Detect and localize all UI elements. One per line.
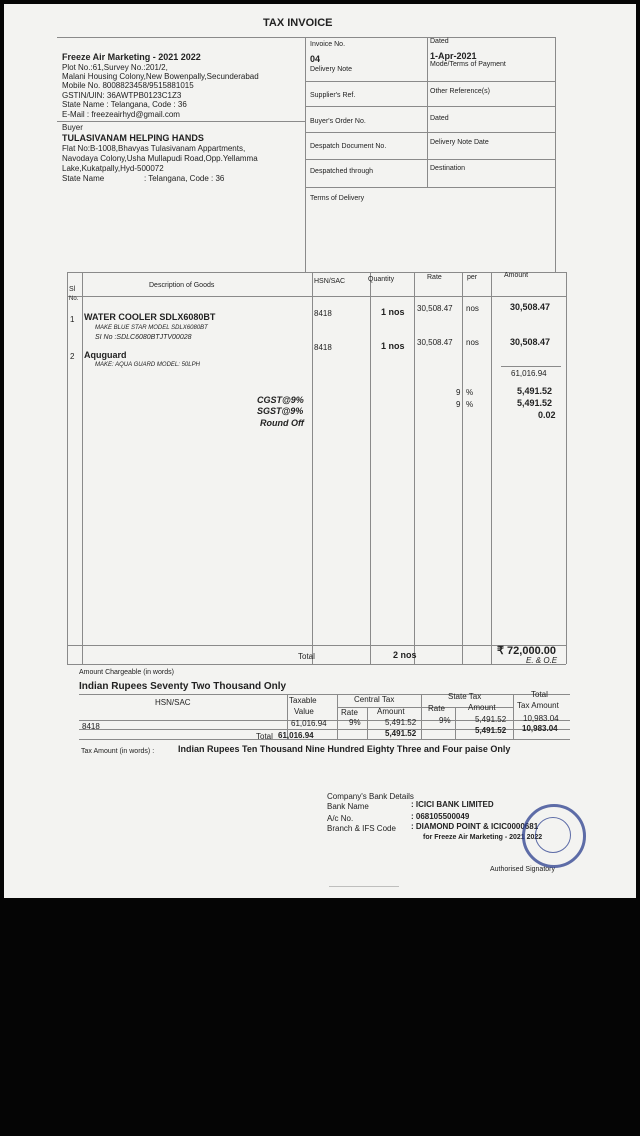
- tax-th-samount: Amount: [468, 703, 496, 712]
- item-hsn: 8418: [314, 343, 332, 352]
- seller-state: State Name : Telangana, Code : 36: [62, 100, 187, 109]
- tax-words-value: Indian Rupees Ten Thousand Nine Hundred Eighty Three and Four paise Only: [178, 744, 511, 754]
- delivery-note-label: Delivery Note: [310, 66, 353, 73]
- despatch-doc-label: Despatch Document No.: [310, 143, 387, 150]
- dated2-label: Dated: [430, 115, 449, 122]
- goods-col-5: [462, 272, 463, 664]
- bank-ac: : 068105500049: [411, 812, 470, 821]
- frame-mid-vertical: [305, 37, 306, 272]
- tax-words-label: Tax Amount (in words) :: [81, 748, 155, 755]
- buyer-address-2: Navodaya Colony,Usha Mullapudi Road,Opp.Yellamma: [62, 154, 258, 163]
- th-amount: Amount: [504, 272, 529, 279]
- sgst-amount: 5,491.52: [517, 398, 553, 408]
- bank-ac-label: A/c No.: [327, 814, 354, 823]
- tax-row-samt: 5,491.52: [475, 715, 507, 724]
- buyer-name: TULASIVANAM HELPING HANDS: [62, 133, 204, 143]
- tax-col-2: [337, 694, 338, 739]
- despatched-through-label: Despatched through: [310, 168, 374, 175]
- round-off-label: Round Off: [260, 418, 304, 428]
- meta-row-4: [305, 159, 555, 160]
- item-si: 2: [70, 352, 75, 361]
- item-per: nos: [466, 304, 479, 313]
- item-sub-1: MAKE BLUE STAR MODEL SDLX6080BT: [95, 325, 208, 331]
- dated-label: Dated: [430, 38, 449, 45]
- tax-row-camt: 5,491.52: [385, 718, 417, 727]
- goods-col-3: [370, 272, 371, 664]
- th-hsn: HSN/SAC: [314, 278, 346, 285]
- tax-col-crate: [367, 707, 368, 739]
- amount-words-value: Indian Rupees Seventy Two Thousand Only: [79, 681, 287, 692]
- seller-address-1: Plot No.:61,Survey No.:201/2,: [62, 63, 168, 72]
- buyer-address-3: Lake,Kukatpally,Hyd-500072: [62, 164, 164, 173]
- th-no: No.: [69, 296, 79, 302]
- goods-col-1: [82, 272, 83, 664]
- meta-col-divider: [427, 37, 428, 187]
- item-si: 1: [70, 315, 75, 324]
- item-name: Aquguard: [84, 350, 127, 360]
- tax-row-taxable: 61,016.94: [291, 719, 327, 728]
- cgst-label: CGST@9%: [257, 395, 304, 405]
- seller-address-2: Malani Housing Colony,New Bowenpally,Secunderabad: [62, 72, 259, 81]
- goods-col-0: [67, 272, 68, 664]
- frame-right-top: [555, 37, 556, 272]
- item-amount: 30,508.47: [510, 302, 551, 312]
- goods-col-4: [414, 272, 415, 664]
- th-desc: Description of Goods: [149, 282, 215, 289]
- total-amount: ₹ 72,000.00: [497, 645, 556, 657]
- item-qty: 1 nos: [381, 341, 405, 351]
- item-sub-2: SI No :SDLC6080BTJTV00028: [95, 334, 192, 341]
- tax-th-taxamount: Tax Amount: [517, 701, 559, 710]
- frame-top: [57, 37, 555, 38]
- invoice-no-label: Invoice No.: [310, 41, 346, 48]
- goods-col-7: [566, 272, 567, 664]
- cgst-pct: %: [466, 388, 474, 397]
- buyer-label: Buyer: [62, 123, 83, 132]
- bank-branch-label: Branch & IFS Code: [327, 824, 396, 833]
- tax-th-value: Value: [294, 707, 314, 716]
- item-amount: 30,508.47: [510, 337, 551, 347]
- buyer-state-value: : Telangana, Code : 36: [144, 174, 225, 183]
- tax-row-srate: 9%: [439, 716, 451, 725]
- amount-words-label: Amount Chargeable (in words): [79, 669, 174, 676]
- item-hsn: 8418: [314, 309, 332, 318]
- tax-col-srate: [455, 707, 456, 739]
- seller-name: Freeze Air Marketing - 2021 2022: [62, 52, 201, 62]
- other-ref-label: Other Reference(s): [430, 88, 490, 95]
- eoe-text: E. & O.E: [526, 656, 558, 665]
- tax-total-total: 10,983.04: [522, 724, 558, 733]
- tax-bottom-line: [79, 739, 570, 740]
- tax-th-total: Total: [531, 690, 548, 699]
- tax-total-taxable: 61,016.94: [278, 731, 314, 740]
- tax-row-total: 10,983.04: [523, 714, 559, 723]
- buyer-address-1: Flat No:B-1008,Bhavyas Tulasivanam Appartments,: [62, 144, 246, 153]
- tax-th-hsn: HSN/SAC: [155, 698, 191, 707]
- item-sub-1: MAKE: AQUA GUARD MODEL: 50LPH: [95, 362, 200, 368]
- tax-top-line: [79, 694, 570, 695]
- goods-total-line: [67, 645, 566, 646]
- tax-row-crate: 9%: [349, 718, 361, 727]
- sgst-rate: 9: [456, 400, 461, 409]
- mode-terms-label: Mode/Terms of Payment: [430, 61, 506, 68]
- tax-th-taxable: Taxable: [289, 696, 317, 705]
- company-seal-stamp: [522, 804, 586, 868]
- cgst-rate: 9: [456, 388, 461, 397]
- tax-col-4: [513, 694, 514, 739]
- delivery-note-date-label: Delivery Note Date: [430, 139, 489, 146]
- buyer-state-label: State Name: [62, 174, 105, 183]
- th-rate: Rate: [427, 274, 442, 281]
- destination-label: Destination: [430, 165, 466, 172]
- tax-th-srate: Rate: [428, 704, 445, 713]
- total-qty: 2 nos: [393, 650, 417, 660]
- item-name: WATER COOLER SDLX6080BT: [84, 312, 216, 322]
- invoice-page: [4, 4, 636, 898]
- item-rate: 30,508.47: [417, 338, 453, 347]
- seal-inner-ring: [535, 817, 571, 853]
- tax-th-crate: Rate: [341, 708, 358, 717]
- meta-row-1: [305, 81, 555, 82]
- invoice-title: TAX INVOICE: [263, 17, 333, 29]
- goods-bottom-line: [67, 664, 566, 665]
- dated-value: 1-Apr-2021: [430, 51, 477, 61]
- suppliers-ref-label: Supplier's Ref.: [310, 92, 356, 99]
- tax-total-camt: 5,491.52: [385, 729, 417, 738]
- invoice-no-value: 04: [310, 54, 321, 64]
- sgst-label: SGST@9%: [257, 406, 304, 416]
- th-qty: Quantity: [368, 276, 395, 283]
- total-label: Total: [298, 652, 315, 661]
- tax-row-hsn: 8418: [82, 722, 100, 731]
- bank-heading: Company's Bank Details: [327, 792, 414, 801]
- tax-total-label: Total: [256, 732, 273, 741]
- sgst-pct: %: [466, 400, 474, 409]
- seller-gstin: GSTIN/UIN: 36AWTPB0123C1Z3: [62, 91, 182, 100]
- cgst-amount: 5,491.52: [517, 386, 553, 396]
- th-per: per: [467, 274, 478, 281]
- subtotal-line: [501, 366, 561, 367]
- meta-row-5: [305, 187, 555, 188]
- bank-name-label: Bank Name: [327, 802, 369, 811]
- tax-th-camount: Amount: [377, 707, 405, 716]
- th-si: Sl: [69, 286, 76, 293]
- subtotal-amount: 61,016.94: [511, 369, 547, 378]
- seller-mobile: Mobile No. 8008823458/9515881015: [62, 81, 194, 90]
- round-off-amount: 0.02: [538, 410, 556, 420]
- authorised-signatory: Authorised Signatory: [490, 866, 555, 873]
- seller-email: E-Mail : freezeairhyd@gmail.com: [62, 110, 180, 119]
- meta-row-3: [305, 132, 555, 133]
- meta-row-2: [305, 106, 555, 107]
- bank-branch: : DIAMOND POINT & ICIC0000681: [411, 822, 539, 831]
- bank-for: for Freeze Air Marketing - 2021 2022: [423, 834, 543, 841]
- tax-th-central: Central Tax: [354, 695, 395, 704]
- buyers-order-label: Buyer's Order No.: [310, 118, 366, 125]
- bank-name: : ICICI BANK LIMITED: [411, 800, 494, 809]
- page-bottom-mark: [329, 886, 399, 887]
- item-per: nos: [466, 338, 479, 347]
- item-rate: 30,508.47: [417, 304, 453, 313]
- tax-th-state: State Tax: [448, 692, 482, 701]
- goods-col-2: [312, 272, 313, 664]
- seller-divider: [57, 121, 305, 122]
- tax-col-3: [421, 694, 422, 739]
- goods-col-6: [491, 272, 492, 664]
- terms-delivery-label: Terms of Delivery: [310, 195, 365, 202]
- item-qty: 1 nos: [381, 307, 405, 317]
- tax-total-samt: 5,491.52: [475, 726, 507, 735]
